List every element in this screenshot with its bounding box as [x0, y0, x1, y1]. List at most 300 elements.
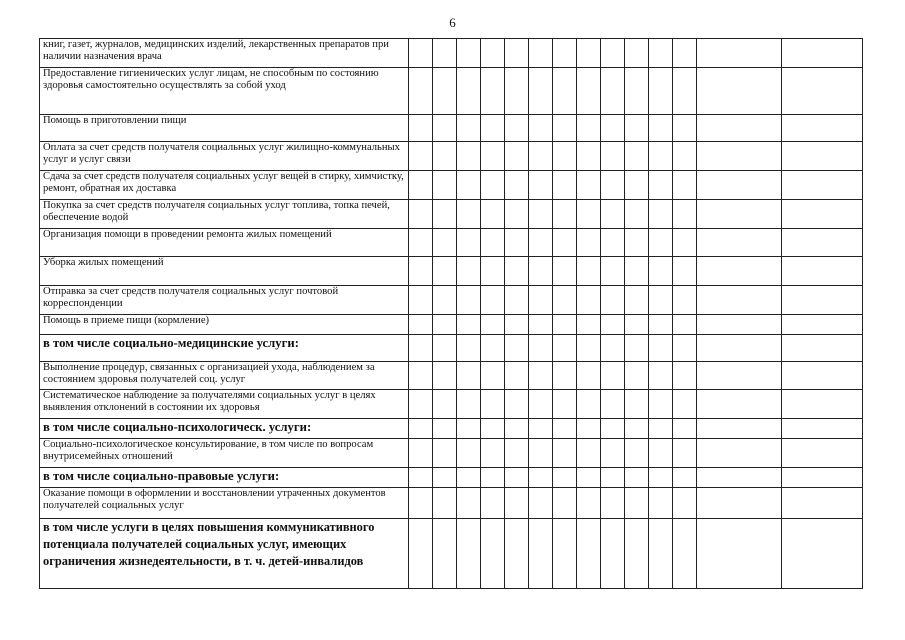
empty-cell [409, 335, 433, 362]
empty-cell [649, 229, 673, 257]
empty-cell [529, 115, 553, 142]
empty-cell [505, 315, 529, 335]
empty-cell [553, 488, 577, 519]
empty-cell [529, 229, 553, 257]
empty-cell [457, 519, 481, 589]
empty-cell [505, 390, 529, 419]
empty-cell [782, 468, 863, 488]
service-label: Помощь в приеме пищи (кормление) [43, 315, 210, 326]
empty-cell [577, 39, 601, 68]
empty-cell [697, 39, 782, 68]
empty-cell [625, 68, 649, 115]
section-heading: в том числе услуги в целях повышения коммуникативного потенциала получателей социальных услуг, имеющих ограничения жизнедеятельности, в т. ч. детей-инвалидов [43, 520, 375, 568]
section-row [40, 468, 863, 488]
empty-cell [553, 519, 577, 589]
empty-cell [601, 419, 625, 439]
empty-cell [409, 488, 433, 519]
empty-cell [433, 171, 457, 200]
empty-cell [409, 362, 433, 390]
empty-cell [433, 286, 457, 315]
service-label: Отправка за счет средств получателя социальных услуг почтовой корреспонденции [43, 286, 339, 310]
table-row [40, 39, 863, 68]
empty-cell [481, 39, 505, 68]
empty-cell [505, 171, 529, 200]
empty-cell [782, 142, 863, 171]
empty-cell [409, 257, 433, 286]
empty-cell [433, 390, 457, 419]
row-label-cell [40, 419, 409, 439]
empty-cell [409, 171, 433, 200]
empty-cell [433, 315, 457, 335]
empty-cell [697, 315, 782, 335]
empty-cell [505, 200, 529, 229]
empty-cell [601, 335, 625, 362]
empty-cell [481, 335, 505, 362]
empty-cell [577, 68, 601, 115]
empty-cell [697, 229, 782, 257]
empty-cell [553, 68, 577, 115]
empty-cell [553, 362, 577, 390]
empty-cell [409, 68, 433, 115]
empty-cell [601, 68, 625, 115]
empty-cell [529, 257, 553, 286]
empty-cell [505, 419, 529, 439]
empty-cell [782, 229, 863, 257]
empty-cell [481, 286, 505, 315]
empty-cell [481, 362, 505, 390]
empty-cell [577, 286, 601, 315]
empty-cell [553, 115, 577, 142]
empty-cell [673, 488, 697, 519]
empty-cell [433, 362, 457, 390]
empty-cell [577, 142, 601, 171]
empty-cell [481, 519, 505, 589]
empty-cell [697, 171, 782, 200]
empty-cell [553, 419, 577, 439]
empty-cell [673, 362, 697, 390]
empty-cell [782, 488, 863, 519]
empty-cell [481, 68, 505, 115]
empty-cell [433, 519, 457, 589]
empty-cell [601, 390, 625, 419]
empty-cell [649, 115, 673, 142]
section-row [40, 419, 863, 439]
row-label-cell [40, 115, 409, 142]
empty-cell [673, 315, 697, 335]
empty-cell [481, 439, 505, 468]
empty-cell [433, 200, 457, 229]
empty-cell [673, 39, 697, 68]
empty-cell [625, 419, 649, 439]
empty-cell [433, 335, 457, 362]
empty-cell [505, 286, 529, 315]
empty-cell [409, 39, 433, 68]
empty-cell [601, 468, 625, 488]
section-heading: в том числе социально-медицинские услуги: [43, 336, 299, 350]
empty-cell [553, 200, 577, 229]
empty-cell [529, 68, 553, 115]
empty-cell [625, 171, 649, 200]
empty-cell [649, 439, 673, 468]
empty-cell [625, 229, 649, 257]
empty-cell [505, 335, 529, 362]
table-row [40, 171, 863, 200]
empty-cell [577, 419, 601, 439]
empty-cell [481, 229, 505, 257]
empty-cell [649, 519, 673, 589]
empty-cell [457, 362, 481, 390]
empty-cell [601, 200, 625, 229]
empty-cell [649, 315, 673, 335]
empty-cell [457, 257, 481, 286]
empty-cell [697, 362, 782, 390]
empty-cell [649, 419, 673, 439]
empty-cell [481, 419, 505, 439]
empty-cell [457, 68, 481, 115]
empty-cell [529, 286, 553, 315]
empty-cell [782, 390, 863, 419]
empty-cell [457, 200, 481, 229]
empty-cell [625, 142, 649, 171]
empty-cell [457, 488, 481, 519]
service-label: Оплата за счет средств получателя социальных услуг жилищно-коммунальных услуг и услуг связи [43, 142, 400, 166]
empty-cell [625, 488, 649, 519]
empty-cell [505, 142, 529, 171]
service-label: Выполнение процедур, связанных с организацией ухода, наблюдением за состоянием здоровья получателей соц. услуг [43, 362, 375, 386]
empty-cell [529, 171, 553, 200]
empty-cell [782, 419, 863, 439]
empty-cell [577, 488, 601, 519]
empty-cell [433, 39, 457, 68]
empty-cell [782, 362, 863, 390]
empty-cell [553, 335, 577, 362]
empty-cell [601, 439, 625, 468]
empty-cell [625, 362, 649, 390]
empty-cell [577, 200, 601, 229]
empty-cell [553, 439, 577, 468]
empty-cell [481, 468, 505, 488]
empty-cell [782, 286, 863, 315]
table-row [40, 257, 863, 286]
row-label-cell [40, 439, 409, 468]
empty-cell [481, 171, 505, 200]
empty-cell [505, 229, 529, 257]
empty-cell [481, 257, 505, 286]
section-row [40, 519, 863, 589]
empty-cell [649, 142, 673, 171]
row-label-cell [40, 142, 409, 171]
service-label: Помощь в приготовлении пищи [43, 115, 187, 126]
empty-cell [409, 115, 433, 142]
empty-cell [481, 200, 505, 229]
empty-cell [673, 468, 697, 488]
empty-cell [457, 390, 481, 419]
empty-cell [433, 419, 457, 439]
empty-cell [625, 468, 649, 488]
empty-cell [673, 229, 697, 257]
empty-cell [457, 286, 481, 315]
empty-cell [782, 519, 863, 589]
empty-cell [529, 419, 553, 439]
empty-cell [529, 315, 553, 335]
empty-cell [601, 142, 625, 171]
row-label-cell [40, 488, 409, 519]
table-row [40, 315, 863, 335]
empty-cell [529, 39, 553, 68]
empty-cell [577, 439, 601, 468]
empty-cell [529, 390, 553, 419]
empty-cell [505, 439, 529, 468]
empty-cell [457, 439, 481, 468]
empty-cell [697, 488, 782, 519]
row-label-cell [40, 519, 409, 589]
empty-cell [673, 335, 697, 362]
empty-cell [782, 257, 863, 286]
empty-cell [782, 68, 863, 115]
service-label: Социально-психологическое консультирование, в том числе по вопросам внутрисемейных отношений [43, 439, 374, 463]
service-label: Оказание помощи в оформлении и восстановлении утраченных документов получателей социальных услуг [43, 488, 386, 512]
row-label-cell [40, 68, 409, 115]
empty-cell [697, 335, 782, 362]
empty-cell [697, 419, 782, 439]
empty-cell [601, 488, 625, 519]
empty-cell [697, 200, 782, 229]
empty-cell [553, 468, 577, 488]
empty-cell [673, 115, 697, 142]
table-row [40, 286, 863, 315]
empty-cell [601, 315, 625, 335]
empty-cell [697, 439, 782, 468]
service-label: Уборка жилых помещений [43, 257, 164, 268]
empty-cell [697, 468, 782, 488]
empty-cell [409, 519, 433, 589]
empty-cell [529, 519, 553, 589]
empty-cell [697, 519, 782, 589]
empty-cell [625, 439, 649, 468]
empty-cell [601, 286, 625, 315]
row-label-cell [40, 229, 409, 257]
empty-cell [553, 390, 577, 419]
service-label: книг, газет, журналов, медицинских изделий, лекарственных препаратов при наличии назначения врача [43, 39, 389, 63]
empty-cell [577, 335, 601, 362]
empty-cell [505, 115, 529, 142]
empty-cell [697, 286, 782, 315]
empty-cell [529, 488, 553, 519]
empty-cell [529, 362, 553, 390]
empty-cell [457, 315, 481, 335]
row-label-cell [40, 468, 409, 488]
empty-cell [649, 200, 673, 229]
empty-cell [505, 39, 529, 68]
empty-cell [505, 362, 529, 390]
section-row [40, 335, 863, 362]
empty-cell [433, 468, 457, 488]
empty-cell [433, 68, 457, 115]
empty-cell [457, 39, 481, 68]
empty-cell [553, 171, 577, 200]
empty-cell [697, 257, 782, 286]
empty-cell [409, 315, 433, 335]
empty-cell [409, 390, 433, 419]
empty-cell [782, 171, 863, 200]
empty-cell [457, 115, 481, 142]
empty-cell [553, 229, 577, 257]
empty-cell [409, 439, 433, 468]
empty-cell [601, 39, 625, 68]
empty-cell [673, 171, 697, 200]
empty-cell [673, 257, 697, 286]
empty-cell [457, 468, 481, 488]
table-row [40, 142, 863, 171]
empty-cell [409, 229, 433, 257]
table-row [40, 68, 863, 115]
empty-cell [433, 142, 457, 171]
empty-cell [553, 315, 577, 335]
service-label: Предоставление гигиенических услуг лицам, не способным по состоянию здоровья самостоятельно осуществлять за собой уход [43, 68, 379, 92]
empty-cell [433, 439, 457, 468]
table-row [40, 229, 863, 257]
empty-cell [649, 39, 673, 68]
section-heading: в том числе социально-правовые услуги: [43, 469, 280, 483]
empty-cell [529, 335, 553, 362]
empty-cell [577, 171, 601, 200]
empty-cell [481, 142, 505, 171]
service-label: Систематическое наблюдение за получателями социальных услуг в целях выявления отклонений в состоянии их здоровья [43, 390, 376, 414]
empty-cell [625, 390, 649, 419]
empty-cell [553, 286, 577, 315]
empty-cell [649, 257, 673, 286]
empty-cell [601, 115, 625, 142]
empty-cell [649, 286, 673, 315]
empty-cell [782, 39, 863, 68]
empty-cell [481, 115, 505, 142]
service-label: Организация помощи в проведении ремонта жилых помещений [43, 229, 332, 240]
service-label: Сдача за счет средств получателя социальных услуг вещей в стирку, химчистку, ремонт, обратная их доставка [43, 171, 404, 195]
empty-cell [577, 390, 601, 419]
page-number: 6 [449, 15, 456, 30]
empty-cell [553, 257, 577, 286]
empty-cell [782, 200, 863, 229]
empty-cell [649, 362, 673, 390]
services-table [39, 38, 863, 589]
empty-cell [433, 115, 457, 142]
empty-cell [433, 488, 457, 519]
row-label-cell [40, 39, 409, 68]
empty-cell [577, 115, 601, 142]
row-label-cell [40, 286, 409, 315]
empty-cell [601, 519, 625, 589]
table-row [40, 439, 863, 468]
empty-cell [577, 519, 601, 589]
empty-cell [673, 439, 697, 468]
empty-cell [409, 200, 433, 229]
empty-cell [553, 39, 577, 68]
empty-cell [673, 286, 697, 315]
empty-cell [601, 362, 625, 390]
empty-cell [553, 142, 577, 171]
empty-cell [577, 315, 601, 335]
row-label-cell [40, 171, 409, 200]
empty-cell [782, 335, 863, 362]
empty-cell [649, 468, 673, 488]
empty-cell [782, 315, 863, 335]
empty-cell [457, 229, 481, 257]
empty-cell [697, 68, 782, 115]
empty-cell [481, 390, 505, 419]
empty-cell [505, 68, 529, 115]
empty-cell [505, 468, 529, 488]
empty-cell [409, 468, 433, 488]
empty-cell [625, 115, 649, 142]
empty-cell [433, 257, 457, 286]
empty-cell [505, 519, 529, 589]
empty-cell [625, 200, 649, 229]
empty-cell [577, 362, 601, 390]
section-heading: в том числе социально-психологическ. услуги: [43, 420, 312, 434]
empty-cell [625, 286, 649, 315]
row-label-cell [40, 257, 409, 286]
empty-cell [457, 142, 481, 171]
service-label: Покупка за счет средств получателя социальных услуг топлива, топка печей, обеспечение водой [43, 200, 390, 224]
empty-cell [529, 200, 553, 229]
empty-cell [625, 315, 649, 335]
empty-cell [457, 335, 481, 362]
empty-cell [649, 390, 673, 419]
empty-cell [673, 200, 697, 229]
empty-cell [409, 419, 433, 439]
empty-cell [481, 315, 505, 335]
empty-cell [409, 286, 433, 315]
empty-cell [649, 488, 673, 519]
empty-cell [673, 419, 697, 439]
row-label-cell [40, 362, 409, 390]
empty-cell [601, 257, 625, 286]
empty-cell [782, 115, 863, 142]
empty-cell [577, 468, 601, 488]
empty-cell [782, 439, 863, 468]
empty-cell [697, 390, 782, 419]
empty-cell [697, 142, 782, 171]
empty-cell [625, 519, 649, 589]
empty-cell [505, 488, 529, 519]
empty-cell [577, 257, 601, 286]
empty-cell [409, 142, 433, 171]
row-label-cell [40, 315, 409, 335]
empty-cell [649, 68, 673, 115]
table-row [40, 362, 863, 390]
table-row [40, 115, 863, 142]
empty-cell [601, 171, 625, 200]
empty-cell [505, 257, 529, 286]
table-row [40, 390, 863, 419]
empty-cell [457, 171, 481, 200]
empty-cell [433, 229, 457, 257]
empty-cell [673, 390, 697, 419]
row-label-cell [40, 335, 409, 362]
table-row [40, 488, 863, 519]
empty-cell [673, 519, 697, 589]
empty-cell [673, 142, 697, 171]
empty-cell [457, 419, 481, 439]
empty-cell [625, 335, 649, 362]
table-row [40, 200, 863, 229]
empty-cell [577, 229, 601, 257]
row-label-cell [40, 390, 409, 419]
empty-cell [697, 115, 782, 142]
empty-cell [649, 171, 673, 200]
empty-cell [481, 488, 505, 519]
empty-cell [529, 142, 553, 171]
